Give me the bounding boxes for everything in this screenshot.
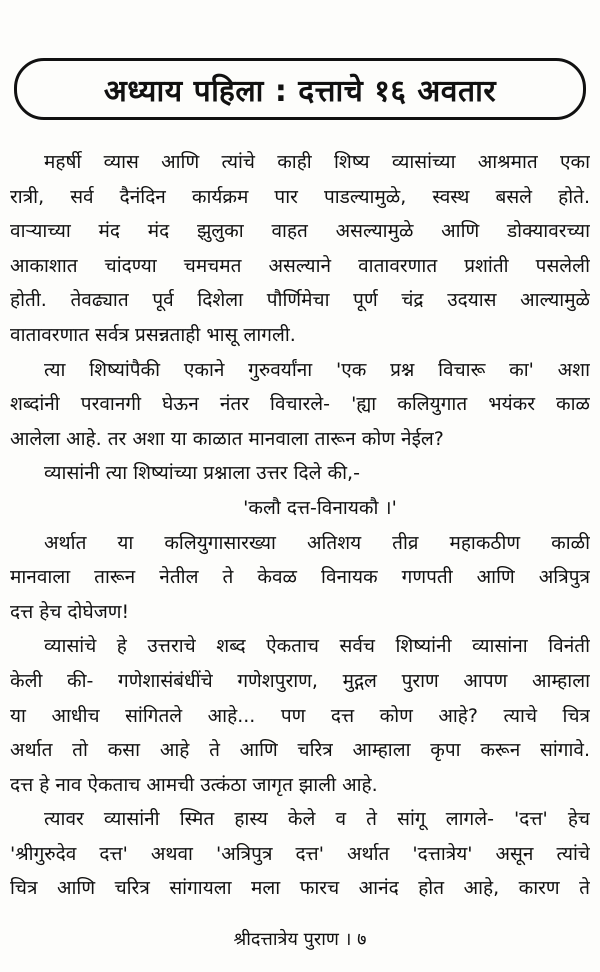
text-line: आलेला आहे. तर अशा या काळात मानवाला तारून कोण नेईल? — [10, 427, 444, 450]
text-line: व्यासांनी त्या शिष्यांच्या प्रश्नाला उत्तर दिले की,- — [44, 462, 360, 485]
text-line: रात्री, सर्व दैनंदिन कार्यक्रम पार पाडल्यामुळे, स्वस्थ बसले होते. — [10, 185, 590, 208]
text-line: या आधीच सांगितले आहे... पण दत्त कोण आहे? त्याचे चित्र — [10, 704, 590, 727]
text-line: आकाशात चांदण्या चमचमत असल्याने वातावरणात प्रशांती पसलेली — [10, 254, 590, 277]
body-text — [10, 145, 590, 906]
text-line: त्या शिष्यांपैकी एकाने गुरुवर्यांना 'एक प्रश्न विचारू का' अशा — [44, 358, 590, 381]
text-line: महर्षी व्यास आणि त्यांचे काही शिष्य व्यासांच्या आश्रमात एका — [44, 151, 590, 173]
text-line: दत्त हे नाव ऐकताच आमची उत्कंठा जागृत झाली आहे. — [10, 773, 378, 796]
text-line: मानवाला तारून नेतील ते केवळ विनायक गणपती आणि अत्रिपुत्र — [10, 566, 590, 589]
text-line: केली की- गणेशासंबंधींचे गणेशपुराण, मुद्गल पुराण आपण आम्हाला — [10, 669, 590, 692]
text-line: अर्थात या कलियुगासारख्या अतिशय तीव्र महाकठीण काळी — [44, 531, 590, 554]
text-line: व्यासांचे हे उत्तराचे शब्द ऐकताच सर्वच शिष्यांनी व्यासांना विनंती — [44, 635, 590, 658]
text-line: चित्र आणि चरित्र सांगायला मला फारच आनंद होत आहे, कारण ते — [10, 877, 590, 900]
text-line: वातावरणात सर्वत्र प्रसन्नताही भासू लागली. — [10, 323, 296, 346]
text-line: शब्दांनी परवानगी घेऊन नंतर विचारले- 'ह्या कलियुगात भयंकर काळ — [10, 393, 590, 416]
text-line: वाऱ्याच्या मंद मंद झुलुका वाहत असल्यामुळे आणि डोक्यावरच्या — [10, 220, 590, 243]
text-line: होती. तेवढ्यात पूर्व दिशेला पौर्णिमेचा पूर्ण चंद्र उदयास आल्यामुळे — [10, 289, 590, 312]
text-line: 'श्रीगुरुदेव दत्त' अथवा 'अत्रिपुत्र दत्त' अर्थात 'दत्तात्रेय' असून त्यांचे — [10, 842, 590, 865]
sanskrit-quote: 'कलौ दत्त-विनायकौ ।' — [243, 496, 397, 519]
text-line: दत्त हेच दोघेजण! — [10, 600, 130, 623]
text-line: अर्थात तो कसा आहे ते आणि चरित्र आम्हाला कृपा करून सांगावे. — [10, 739, 590, 762]
chapter-title: अध्याय पहिला : दत्ताचे १६ अवतार — [103, 73, 497, 109]
text-line: त्यावर व्यासांनी स्मित हास्य केले व ते सांगू लागले- 'दत्त' हेच — [44, 808, 590, 831]
page-footer: श्रीदत्तात्रेय पुराण । ७ — [233, 929, 367, 950]
chapter-title-frame — [14, 58, 586, 120]
